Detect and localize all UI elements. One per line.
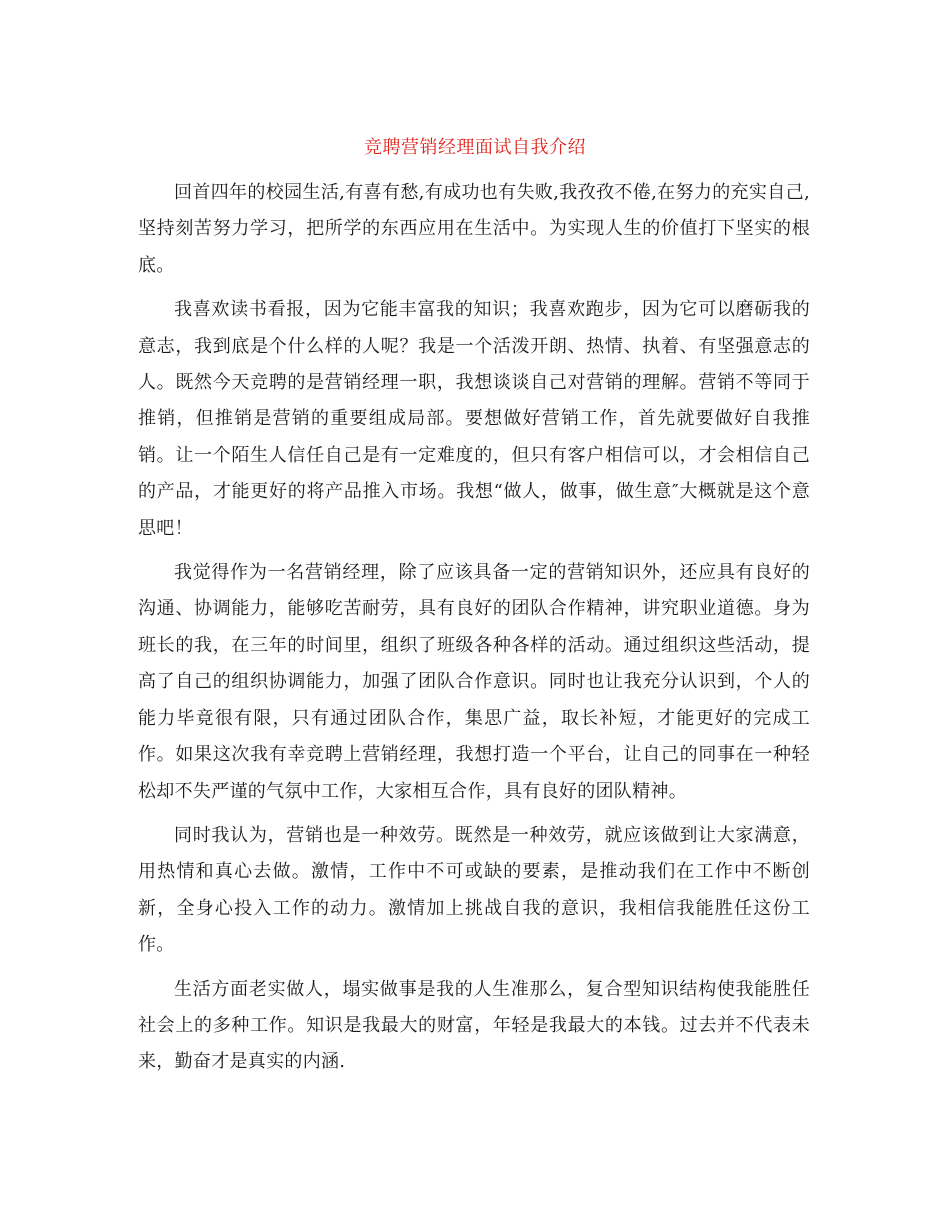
paragraph-1: 回首四年的校园生活,有喜有愁,有成功也有失败,我孜孜不倦,在努力的充实自己,坚持刻苦努力学习，把所学的东西应用在生活中。为实现人生的价值打下坚实的根底。	[138, 182, 810, 276]
paragraph-5: 生活方面老实做人，塌实做事是我的人生准那么，复合型知识结构使我能胜任社会上的多种工作。知识是我最大的财富，年轻是我最大的本钱。过去并不代表未来，勤奋才是真实的内涵.	[138, 978, 810, 1073]
paragraph-3: 我觉得作为一名营销经理，除了应该具备一定的营销知识外，还应具有良好的沟通、协调能力，能够吃苦耐劳，具有良好的团队合作精神，讲究职业道德。身为班长的我，在三年的时间里，组织了班级各种各样的活动。通过组织这些活动，提高了自己的组织协调能力，加强了团队合作意识。同时也让我充分认识到，个人的能力毕竟很有限，只有通过团队合作，集思广益，取长补短，才能更好的完成工作。如果这次我有幸竞聘上营销经理，我想打造一个平台，让自己的同事在一种轻松却不失严谨的气氛中工作，大家相互合作，具有良好的团队精神。	[138, 562, 810, 802]
paragraph-4: 同时我认为，营销也是一种效劳。既然是一种效劳，就应该做到让大家满意，用热情和真心去做。激情，工作中不可或缺的要素，是推动我们在工作中不断创新，全身心投入工作的动力。激情加上挑战自我的意识，我相信我能胜任这份工作。	[138, 824, 810, 956]
document-body	[138, 175, 810, 1089]
document-title: 竞聘营销经理面试自我介绍	[364, 137, 586, 158]
paragraph-2: 我喜欢读书看报，因为它能丰富我的知识；我喜欢跑步，因为它可以磨砺我的意志，我到底是个什么样的人呢？我是一个活泼开朗、热情、执着、有坚强意志的人。既然今天竞聘的是营销经理一职，我想谈谈自己对营销的理解。营销不等同于推销，但推销是营销的重要组成局部。要想做好营销工作，首先就要做好自我推销。让一个陌生人信任自己是有一定难度的，但只有客户相信可以，才会相信自己的产品，才能更好的将产品推入市场。我想“做人，做事，做生意″大概就是这个意思吧！	[138, 299, 810, 539]
